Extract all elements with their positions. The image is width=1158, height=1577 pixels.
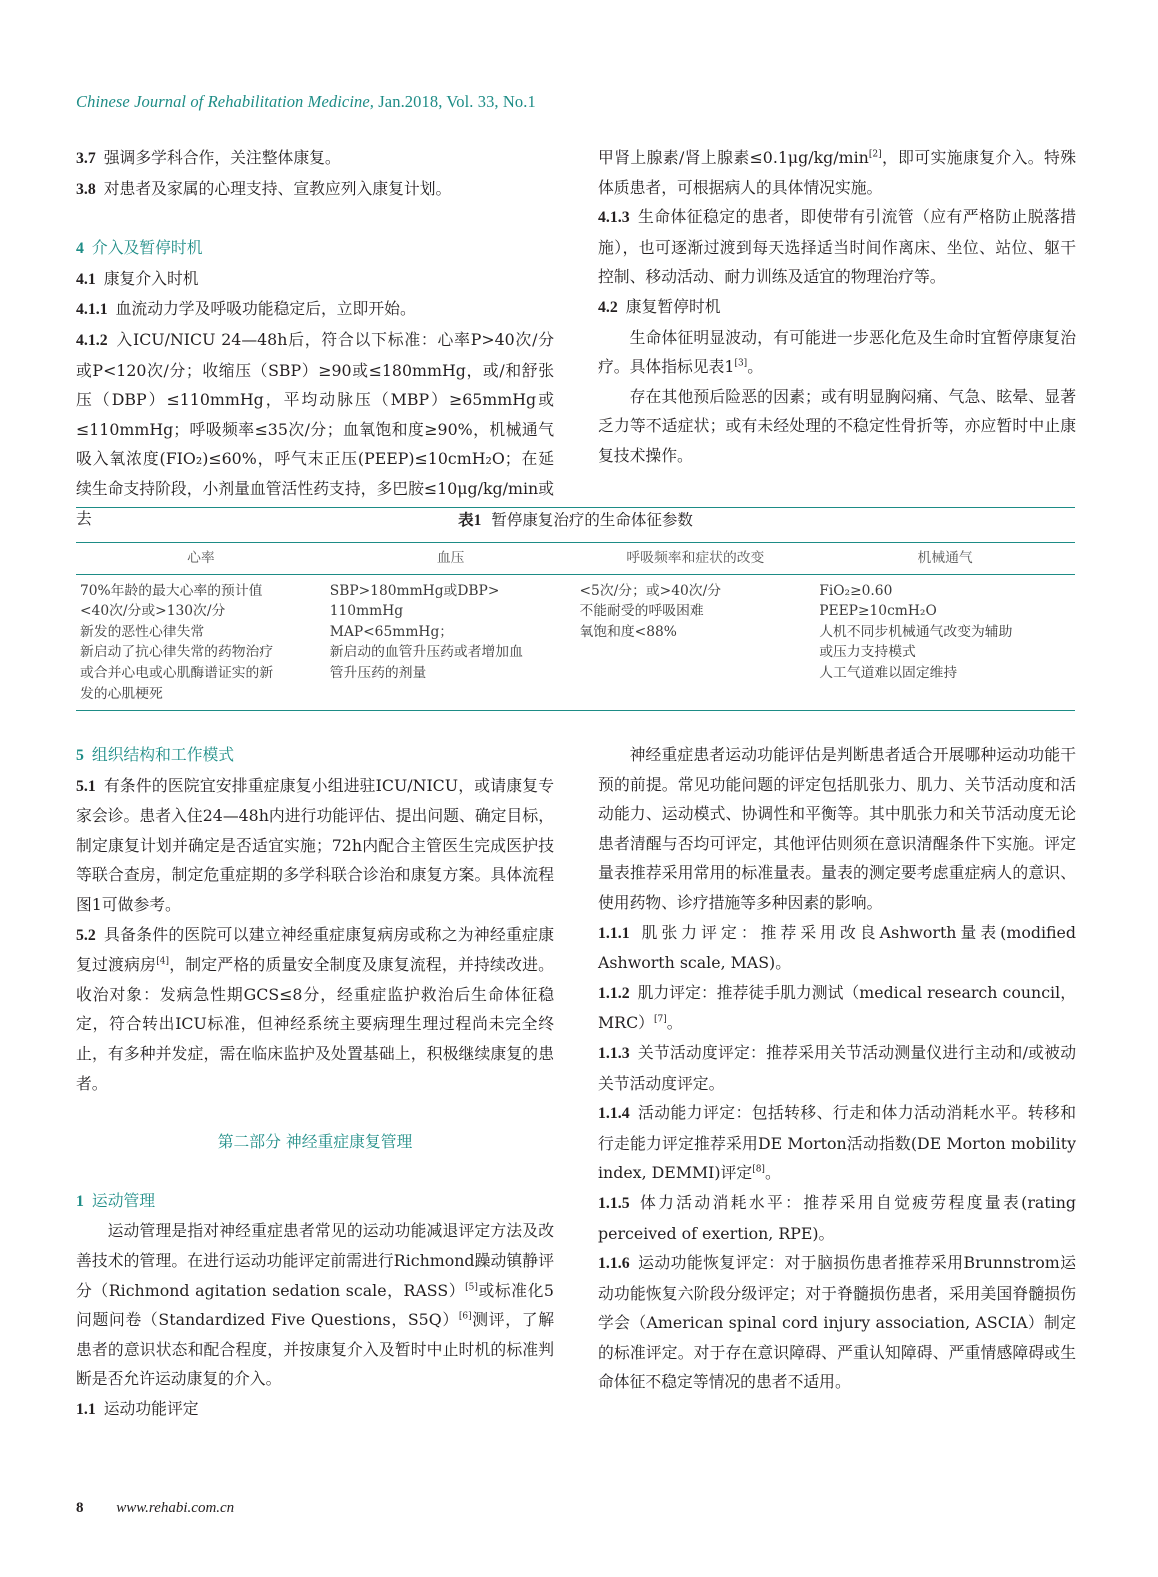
item-text: 关节活动度评定：推荐采用关节活动测量仪进行主动和/或被动关节活动度评定。 [598,1042,1076,1093]
cell-line: 或合并心电或心肌酶谱证实的新 [80,664,274,681]
section-number: 5 [76,747,84,764]
item-number: 4.1.2 [76,331,108,349]
section-number: 4 [76,240,84,258]
paragraph-text: ，即可实施康复介入。特殊体质患者，可根据病人的具体情况实施。 [598,148,1076,197]
item-1-1-4 [598,1098,1076,1188]
cell-line: FiO₂≥0.60 [819,582,893,599]
column-header: 心率 [76,543,326,575]
citation: [8] [752,1165,765,1176]
item-4-2 [598,292,1076,323]
item-text: 生命体征稳定的患者，即使带有引流管（应有严格防止脱落措施），也可逐渐过渡到每天选择适当时间作离床、坐位、站位、躯干控制、移动活动、耐力训练及适宜的物理治疗等。 [598,207,1076,287]
item-number: 4.2 [598,298,618,316]
item-text: 康复介入时机 [103,268,199,288]
item-number: 3.8 [76,180,96,198]
item-number: 1.1.6 [598,1255,630,1273]
column-header: 血压 [326,543,576,575]
section-title: 运动管理 [91,1190,156,1210]
item-1-1-6 [598,1248,1076,1397]
running-header [76,92,536,112]
page-footer [76,1498,234,1517]
item-text: 对患者及家属的心理支持、宣教应列入康复计划。 [103,178,452,198]
citation: [2] [868,149,882,160]
page-number: 8 [76,1500,84,1516]
item-text: ，制定严格的质量安全制度及康复流程，并持续改进。收治对象：发病急性期GCS≤8分，经重症监护救治后生命体征稳定，符合转出ICU标准，但神经系统主要病理生理过程尚未完全终止，有多种并发症，需在临床监护及处置基础上，积极继续康复的患者。 [76,955,554,1093]
item-text: 康复暂停时机 [625,296,721,316]
cell-line: 新启动了抗心律失常的药物治疗 [80,644,274,661]
cell-line: SBP>180mmHg或DBP> [329,582,500,599]
table-title: 暂停康复治疗的生命体征参数 [491,511,693,529]
item-4-1 [76,264,554,295]
vital-signs-table [76,542,1075,711]
item-text: 强调多学科合作，关注整体康复。 [103,148,341,167]
item-text: 运动功能恢复评定：对于脑损伤患者推荐采用Brunnstrom运动功能恢复六阶段分级评定；对于脊髓损伤患者，采用美国脊髓损伤学会（American spinal cord injury association, ASCIA）制定的标准评定。对于存在意识障碍、严重认知障碍、严重情感障碍或生命体征不稳定等情况的患者不适用。 [598,1253,1076,1392]
section-5-heading [76,740,554,771]
item-3-8 [76,174,554,205]
citation: [5] [465,1282,478,1293]
item-text: 运动功能评定 [103,1398,199,1418]
paragraph-text: 测评，了解患者的意识状态和配合程度，并按康复介入及暂时中止时机的标准判断是否允许运动康复的介入。 [76,1310,554,1389]
table-header-row [76,543,1075,575]
item-4-1-3 [598,202,1076,292]
item-number: 1.1.5 [598,1194,630,1212]
section-number: 1 [76,1192,84,1210]
item-number: 1.1.3 [598,1044,630,1062]
item-5-1 [76,771,554,920]
right-column-bottom [598,740,1076,1397]
table-cell-blood-pressure [326,574,576,711]
item-4-1-2 [76,325,554,533]
column-header: 机械通气 [815,543,1075,575]
table-caption [76,508,1075,542]
item-text: 。 [764,1163,781,1183]
item-number: 4.1 [76,270,96,288]
paragraph-text: 生命体征明显波动，有可能进一步恶化危及生命时宜暂停康复治疗。具体指标见表1 [598,327,1076,377]
item-number: 4.1.3 [598,209,630,227]
table-label: 表1 [458,512,482,529]
cell-line: 新启动的血管升压药或者增加血 [329,644,523,661]
item-number: 1.1 [76,1400,96,1418]
item-text: 血流动力学及呼吸功能稳定后，立即开始。 [115,299,416,319]
item-text: 具备条件的医院可以建立神经重症康复病房或称之为神经重症康复过渡病房 [76,924,554,975]
item-1-1-1 [598,918,1076,978]
item-text: 肌力评定：推荐徒手肌力测试（medical research council，MRC） [598,982,1076,1033]
part-heading: 第二部分 神经重症康复管理 [217,1132,413,1152]
cell-line: 不能耐受的呼吸困难 [579,603,704,620]
citation: [7] [653,1015,667,1026]
item-number: 1.1.1 [598,924,630,942]
cell-line: 110mmHg [329,603,404,620]
table-row [76,574,1075,711]
continued-paragraph [598,143,1076,202]
item-4-1-1 [76,294,554,325]
paragraph: 神经重症患者运动功能评估是判断患者适合开展哪种运动功能干预的前提。常见功能问题的评定包括肌张力、肌力、关节活动度和活动能力、运动模式、协调性和平衡等。其中肌张力和关节活动度无论患者清醒与否均可评定，其他评估则须在意识清醒条件下实施。评定量表推荐采用常用的标准量表。量表的测定要考虑重症病人的意识、使用药物、诊疗措施等多种因素的影响。 [598,745,1076,912]
table-cell-ventilation [815,574,1075,711]
item-text: 肌张力评定：推荐采用改良Ashworth量表(modified Ashworth scale, MAS)。 [598,922,1076,973]
citation: [6] [458,1311,472,1322]
journal-issue: Jan.2018, Vol. 33, No.1 [378,92,536,111]
item-number: 1.1.4 [598,1105,630,1123]
cell-line: 发的心肌梗死 [80,685,163,702]
item-number: 5.2 [76,926,96,944]
item-text: 活动能力评定：包括转移、行走和体力活动消耗水平。转移和行走能力评定推荐采用DE Morton活动指数(DE Morton mobility index, DEMMI)评定 [598,1103,1076,1183]
table-top-rule [76,507,1075,508]
item-1-1 [76,1394,554,1425]
cell-line: 70%年龄的最大心率的预计值 [80,582,263,599]
item-text: 体力活动消耗水平：推荐采用自觉疲劳程度量表(rating perceived of exertion, RPE)。 [598,1192,1076,1243]
item-number: 5.1 [76,777,96,795]
cell-line: 氧饱和度<88% [579,623,677,640]
table-cell-heart-rate [76,574,326,711]
cell-line: <40次/分或>130次/分 [80,603,226,620]
paragraph-text: 或标准化5问题问卷（Standardized Five Questions，S5Q） [76,1280,554,1330]
item-text: 有条件的医院宜安排重症康复小组进驻ICU/NICU，或请康复专家会诊。患者入住24—48h内进行功能评估、提出问题、确定目标，制定康复计划并确定是否适宜实施；72h内配合主管医生完成医护技等联合查房，制定危重症期的多学科联合诊治和康复方案。具体流程图1可做参考。 [76,775,554,914]
table-1 [76,508,1075,711]
website-link[interactable]: www.rehabi.com.cn [116,1500,235,1516]
citation: [4] [156,956,169,967]
paragraph [598,323,1076,382]
right-column-top [598,143,1076,471]
item-5-2 [76,920,554,1099]
section-title: 介入及暂停时机 [91,238,203,258]
citation: [3] [734,358,748,369]
cell-line: 新发的恶性心律失常 [80,623,205,640]
section-title: 组织结构和工作模式 [91,745,235,764]
item-1-1-3 [598,1038,1076,1098]
cell-line: MAP<65mmHg； [329,623,454,640]
cell-line: 或压力支持模式 [819,644,916,661]
item-text: 。 [666,1013,683,1033]
paragraph-text: 甲肾上腺素/肾上腺素≤0.1μg/kg/min [598,148,869,167]
paragraph [598,382,1076,471]
cell-line: 人工气道难以固定维持 [819,664,958,681]
column-header: 呼吸频率和症状的改变 [576,543,816,575]
section-1-heading [76,1186,554,1217]
cell-line: <5次/分；或>40次/分 [579,582,722,599]
item-number: 1.1.2 [598,984,630,1002]
left-column-bottom [76,740,554,1424]
section-4-heading [76,233,554,264]
item-number: 3.7 [76,150,96,167]
item-1-1-5 [598,1188,1076,1248]
cell-line: PEEP≥10cmH₂O [819,603,937,620]
item-number: 4.1.1 [76,301,108,319]
item-3-7 [76,143,554,174]
left-column-top [76,143,554,533]
paragraph [76,1216,554,1394]
paragraph-text: 。 [747,357,763,377]
cell-line: 管升压药的剂量 [329,664,427,681]
cell-line: 人机不同步机械通气改变为辅助 [819,623,1013,640]
paragraph-text: 存在其他预后险恶的因素；或有明显胸闷痛、气急、眩晕、显著乏力等不适症状；或有未经处理的不稳定性骨折等，亦应暂时中止康复技术操作。 [598,386,1076,465]
journal-name: Chinese Journal of Rehabilitation Medicine, [76,92,375,111]
item-text: 入ICU/NICU 24—48h后，符合以下标准：心率P>40次/分或P<120次/分；收缩压（SBP）≥90或≤180mmHg，或/和舒张压（DBP）≤110mmHg，平均动脉压（MBP）≥65mmHg或≤110mmHg；呼吸频率≤35次/分；血氧饱和度≥90%，机械通气吸入氧浓度(FIO₂)≤60%，呼气末正压(PEEP)≤10cmH₂O；在延续生命支持阶段，小剂量血管活性药支持，多巴胺≤10μg/kg/min或去 [76,329,554,528]
table-cell-respiration [576,574,816,711]
item-1-1-2 [598,978,1076,1038]
paragraph-text: 运动管理是指对神经重症患者常见的运动功能减退评定方法及改善技术的管理。在进行运动功能评定前需进行Richmond躁动镇静评分（Richmond agitation sedation scale，RASS） [76,1221,554,1300]
